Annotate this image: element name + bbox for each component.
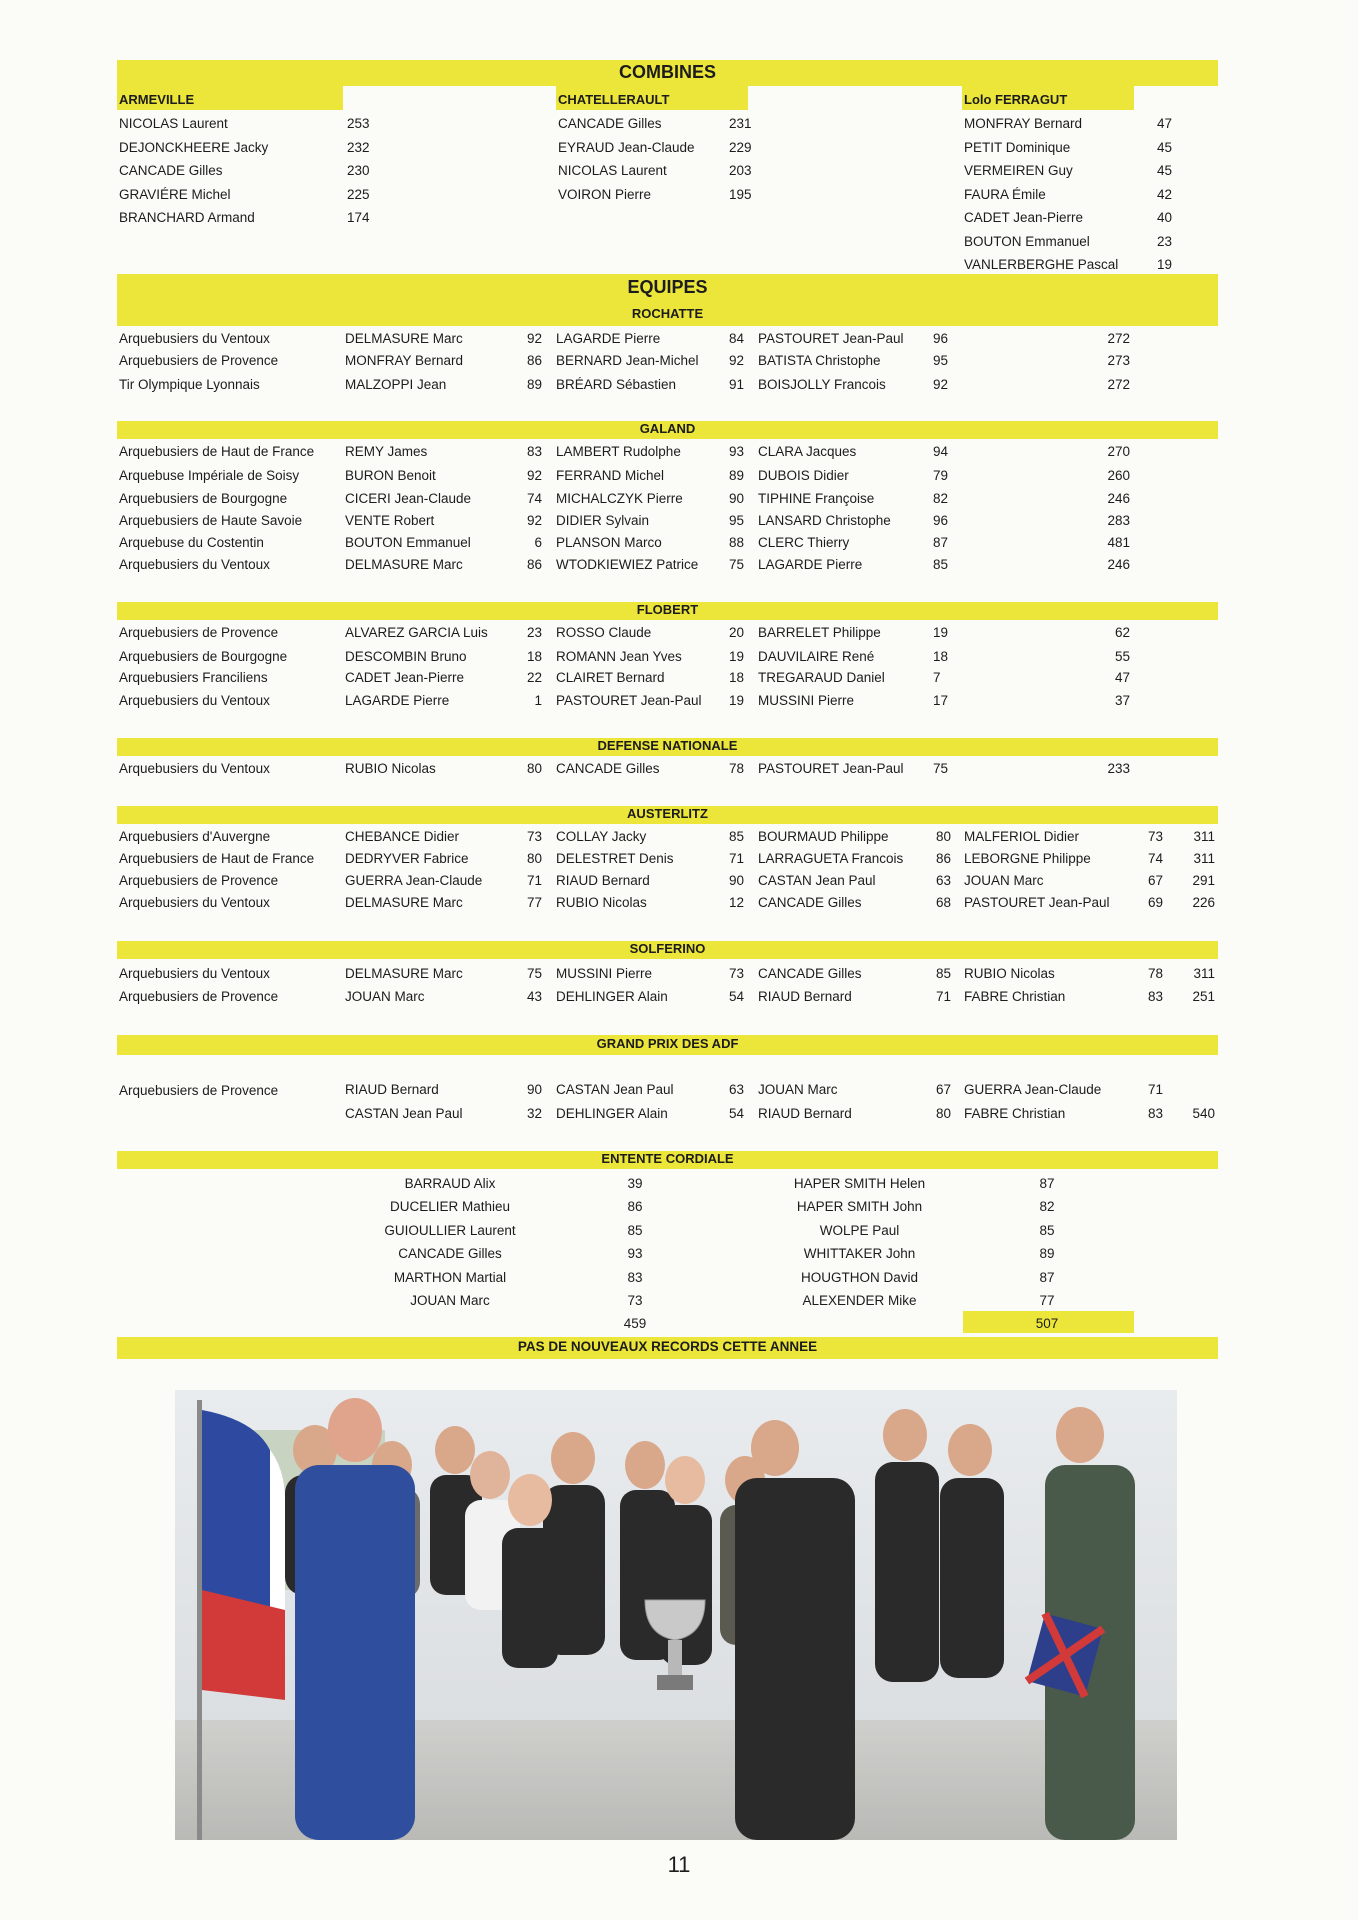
shooter-score: 91 xyxy=(728,377,744,392)
combines-shooter-name: VOIRON Pierre xyxy=(558,186,652,202)
team-total: 37 xyxy=(1114,693,1130,708)
shooter-score: 95 xyxy=(933,353,949,368)
team-total: 246 xyxy=(1107,491,1130,506)
entente-shooter-name: HAPER SMITH John xyxy=(796,1199,923,1215)
shooter-score: 87 xyxy=(933,535,949,550)
shooter-score: 78 xyxy=(1147,966,1163,981)
shooter-name: MUSSINI Pierre xyxy=(758,693,855,708)
shooter-score: 71 xyxy=(1147,1082,1163,1097)
team-total: 246 xyxy=(1107,557,1130,572)
shooter-name: ROSSO Claude xyxy=(556,625,652,640)
shooter-name: MALZOPPI Jean xyxy=(345,377,447,392)
team-total: 273 xyxy=(1107,353,1130,368)
shooter-score: 71 xyxy=(935,989,951,1004)
entente-shooter-name: ALEXENDER Mike xyxy=(802,1293,917,1308)
shooter-score: 75 xyxy=(728,557,744,572)
shooter-score: 1 xyxy=(534,693,542,708)
entente-score: 82 xyxy=(1039,1199,1055,1215)
shooter-score: 92 xyxy=(526,513,542,528)
shooter-score: 77 xyxy=(526,895,542,910)
header-gap xyxy=(1134,86,1218,110)
shooter-name: RIAUD Bernard xyxy=(556,873,650,888)
combines-shooter-name: BRANCHARD Armand xyxy=(119,210,255,225)
team-name: Arquebusiers de Provence xyxy=(119,353,279,368)
combines-score: 40 xyxy=(1156,210,1172,225)
entente-score: 83 xyxy=(627,1269,643,1285)
shooter-score: 85 xyxy=(728,829,744,844)
shooter-name: PASTOURET Jean-Paul xyxy=(758,331,904,346)
team-name: Arquebusiers de Provence xyxy=(119,1083,279,1098)
team-name: Arquebusiers d'Auvergne xyxy=(119,829,271,844)
team-name: Arquebusiers Franciliens xyxy=(119,670,268,685)
shooter-name: PASTOURET Jean-Paul xyxy=(556,693,702,708)
combines-score: 195 xyxy=(729,186,752,202)
shooter-score: 86 xyxy=(526,557,542,572)
shooter-score: 90 xyxy=(728,873,744,888)
team-total: 272 xyxy=(1107,377,1130,392)
team-total: 260 xyxy=(1107,468,1130,483)
entente-score: 85 xyxy=(627,1222,643,1238)
entente-shooter-name: GUIOULLIER Laurent xyxy=(384,1222,516,1238)
shooter-name: MALFERIOL Didier xyxy=(964,829,1080,844)
shooter-score: 80 xyxy=(935,1106,951,1121)
team-name: Arquebusiers du Ventoux xyxy=(119,557,270,572)
combines-score: 174 xyxy=(347,210,370,225)
shooter-name: MUSSINI Pierre xyxy=(556,966,653,981)
shooter-name: BARRELET Philippe xyxy=(758,625,881,640)
combines-score: 23 xyxy=(1156,233,1172,249)
shooter-score: 18 xyxy=(526,649,542,664)
shooter-name: LAGARDE Pierre xyxy=(556,331,661,346)
shooter-score: 78 xyxy=(728,761,744,776)
section-title-rochatte: ROCHATTE xyxy=(631,306,704,321)
entente-score: 39 xyxy=(627,1176,643,1191)
shooter-score: 19 xyxy=(728,649,744,664)
team-name: Arquebusiers du Ventoux xyxy=(119,331,270,346)
shooter-score: 18 xyxy=(728,670,744,685)
records-note: PAS DE NOUVEAUX RECORDS CETTE ANNEE xyxy=(517,1339,818,1354)
shooter-name: LARRAGUETA Francois xyxy=(758,851,904,866)
entente-shooter-name: JOUAN Marc xyxy=(410,1293,490,1308)
team-name: Arquebusiers de Bourgogne xyxy=(119,649,288,664)
team-total: 311 xyxy=(1193,851,1215,866)
entente-score: 93 xyxy=(627,1246,643,1262)
entente-shooter-name: BARRAUD Alix xyxy=(404,1176,496,1191)
combines-score: 253 xyxy=(347,116,370,131)
shooter-score: 82 xyxy=(933,491,949,506)
combines-shooter-name: NICOLAS Laurent xyxy=(119,116,228,131)
shooter-score: 74 xyxy=(1147,851,1163,866)
combines-score: 225 xyxy=(347,186,370,202)
combines-shooter-name: EYRAUD Jean-Claude xyxy=(558,139,695,155)
combines-score: 42 xyxy=(1156,186,1172,202)
shooter-name: RUBIO Nicolas xyxy=(345,761,436,776)
shooter-name: GUERRA Jean-Claude xyxy=(964,1082,1102,1097)
section-title-galand: GALAND xyxy=(639,421,696,436)
shooter-name: CHEBANCE Didier xyxy=(345,829,460,844)
team-name: Arquebuse du Costentin xyxy=(119,535,264,550)
section-title-grandprix: GRAND PRIX DES ADF xyxy=(596,1036,739,1051)
shooter-score: 86 xyxy=(526,353,542,368)
shooter-name: JOUAN Marc xyxy=(964,873,1044,888)
team-total: 270 xyxy=(1107,444,1130,459)
shooter-name: LAMBERT Rudolphe xyxy=(556,444,681,459)
shooter-name: ALVAREZ GARCIA Luis xyxy=(345,625,488,640)
shooter-score: 86 xyxy=(935,851,951,866)
combines-shooter-name: CANCADE Gilles xyxy=(558,116,662,131)
shooter-name: LANSARD Christophe xyxy=(758,513,891,528)
shooter-score: 18 xyxy=(933,649,949,664)
shooter-name: LAGARDE Pierre xyxy=(345,693,450,708)
shooter-score: 85 xyxy=(935,966,951,981)
team-name: Arquebusiers de Bourgogne xyxy=(119,491,288,506)
shooter-name: TIPHINE Françoise xyxy=(758,491,875,506)
shooter-score: 20 xyxy=(728,625,744,640)
shooter-name: CANCADE Gilles xyxy=(758,966,862,981)
combines-shooter-name: NICOLAS Laurent xyxy=(558,163,667,178)
shooter-score: 94 xyxy=(933,444,949,459)
entente-shooter-name: WOLPE Paul xyxy=(819,1222,900,1238)
combines-score: 45 xyxy=(1156,163,1172,178)
shooter-score: 63 xyxy=(935,873,951,888)
shooter-score: 54 xyxy=(728,1106,744,1121)
team-name: Arquebusiers de Provence xyxy=(119,873,279,888)
shooter-score: 90 xyxy=(526,1082,542,1097)
entente-score: 87 xyxy=(1039,1176,1055,1191)
shooter-score: 80 xyxy=(526,851,542,866)
shooter-score: 83 xyxy=(1147,1106,1163,1121)
shooter-name: WTODKIEWIEZ Patrice xyxy=(556,557,699,572)
combines-score: 232 xyxy=(347,139,370,155)
team-total: 481 xyxy=(1107,535,1130,550)
shooter-name: FERRAND Michel xyxy=(556,468,665,483)
shooter-name: PASTOURET Jean-Paul xyxy=(758,761,904,776)
shooter-name: CASTAN Jean Paul xyxy=(556,1082,674,1097)
shooter-score: 92 xyxy=(728,353,744,368)
team-total: 540 xyxy=(1192,1106,1215,1121)
team-name: Arquebusiers du Ventoux xyxy=(119,693,270,708)
team-total: 311 xyxy=(1193,966,1215,981)
team-total: 62 xyxy=(1114,625,1130,640)
shooter-score: 85 xyxy=(933,557,949,572)
team-photo-illustration xyxy=(175,1390,1177,1840)
combines-score: 229 xyxy=(729,139,752,155)
shooter-score: 43 xyxy=(526,989,542,1004)
shooter-name: BOUTON Emmanuel xyxy=(345,535,471,550)
shooter-score: 19 xyxy=(933,625,949,640)
combines-shooter-name: MONFRAY Bernard xyxy=(964,116,1083,131)
entente-total: 459 xyxy=(623,1316,647,1331)
shooter-name: PLANSON Marco xyxy=(556,535,662,550)
shooter-name: BURON Benoit xyxy=(345,468,436,483)
team-name: Arquebusiers du Ventoux xyxy=(119,761,270,776)
shooter-score: 12 xyxy=(728,895,744,910)
combines-score: 230 xyxy=(347,163,370,178)
shooter-score: 67 xyxy=(1147,873,1163,888)
shooter-name: DELESTRET Denis xyxy=(556,851,674,866)
team-total: 226 xyxy=(1192,895,1215,910)
shooter-score: 71 xyxy=(526,873,542,888)
shooter-score: 71 xyxy=(728,851,744,866)
shooter-score: 92 xyxy=(526,331,542,346)
shooter-name: JOUAN Marc xyxy=(345,989,425,1004)
combines-shooter-name: DEJONCKHEERE Jacky xyxy=(119,139,269,155)
team-name: Arquebusiers de Provence xyxy=(119,625,279,640)
shooter-name: RIAUD Bernard xyxy=(758,989,852,1004)
shooter-score: 80 xyxy=(526,761,542,776)
shooter-score: 73 xyxy=(728,966,744,981)
combines-shooter-name: CANCADE Gilles xyxy=(119,163,223,178)
entente-score: 89 xyxy=(1039,1246,1055,1262)
shooter-score: 23 xyxy=(526,625,542,640)
section-title-solferino: SOLFERINO xyxy=(629,941,706,956)
section-title-austerlitz: AUSTERLITZ xyxy=(627,806,708,821)
shooter-score: 93 xyxy=(728,444,744,459)
team-name: Arquebusiers de Provence xyxy=(119,989,279,1004)
combines-shooter-name: VERMEIREN Guy xyxy=(964,163,1073,178)
shooter-name: CLERC Thierry xyxy=(758,535,850,550)
shooter-score: 92 xyxy=(526,468,542,483)
entente-score: 77 xyxy=(1039,1293,1055,1308)
shooter-name: DEHLINGER Alain xyxy=(556,989,668,1004)
team-total: 311 xyxy=(1193,829,1215,844)
shooter-score: 88 xyxy=(728,535,744,550)
combines-col-header: CHATELLERAULT xyxy=(558,92,670,107)
shooter-name: TREGARAUD Daniel xyxy=(758,670,885,685)
combines-score: 47 xyxy=(1156,116,1172,131)
shooter-score: 73 xyxy=(526,829,542,844)
team-total: 55 xyxy=(1114,649,1130,664)
shooter-name: BOISJOLLY Francois xyxy=(758,377,886,392)
shooter-name: ROMANN Jean Yves xyxy=(556,649,682,664)
entente-shooter-name: HOUGTHON David xyxy=(800,1269,918,1285)
team-total: 233 xyxy=(1107,761,1130,776)
shooter-name: RUBIO Nicolas xyxy=(556,895,647,910)
combines-title: COMBINES xyxy=(618,62,716,82)
shooter-name: MICHALCZYK Pierre xyxy=(556,491,683,506)
shooter-score: 19 xyxy=(728,693,744,708)
shooter-name: DELMASURE Marc xyxy=(345,966,463,981)
shooter-name: VENTE Robert xyxy=(345,513,435,528)
combines-score: 203 xyxy=(729,163,752,178)
shooter-name: DESCOMBIN Bruno xyxy=(345,649,467,664)
entente-shooter-name: HAPER SMITH Helen xyxy=(793,1176,926,1191)
combines-shooter-name: CADET Jean-Pierre xyxy=(964,210,1084,225)
combines-score: 231 xyxy=(729,116,752,131)
entente-shooter-name: DUCELIER Mathieu xyxy=(389,1199,511,1215)
header-gap xyxy=(343,86,556,110)
team-total: 47 xyxy=(1114,670,1130,685)
combines-col-header: ARMEVILLE xyxy=(119,92,195,107)
entente-score: 85 xyxy=(1039,1222,1055,1238)
header-gap xyxy=(748,86,962,110)
team-name: Tir Olympique Lyonnais xyxy=(119,377,260,392)
shooter-score: 80 xyxy=(935,829,951,844)
shooter-score: 32 xyxy=(526,1106,542,1121)
shooter-name: FABRE Christian xyxy=(964,989,1066,1004)
shooter-name: DAUVILAIRE René xyxy=(758,649,875,664)
entente-shooter-name: WHITTAKER John xyxy=(803,1246,916,1262)
shooter-name: BOURMAUD Philippe xyxy=(758,829,889,844)
shooter-name: BATISTA Christophe xyxy=(758,353,881,368)
shooter-name: CLAIRET Bernard xyxy=(556,670,665,685)
shooter-name: GUERRA Jean-Claude xyxy=(345,873,483,888)
shooter-score: 67 xyxy=(935,1082,951,1097)
shooter-score: 75 xyxy=(933,761,949,776)
team-name: Arquebusiers du Ventoux xyxy=(119,966,270,981)
shooter-score: 96 xyxy=(933,331,949,346)
shooter-score: 89 xyxy=(728,468,744,483)
combines-score: 19 xyxy=(1156,257,1172,272)
shooter-name: CASTAN Jean Paul xyxy=(758,873,876,888)
team-total: 272 xyxy=(1107,331,1130,346)
combines-shooter-name: VANLERBERGHE Pascal xyxy=(964,257,1119,272)
shooter-name: CASTAN Jean Paul xyxy=(345,1106,463,1121)
shooter-score: 69 xyxy=(1147,895,1163,910)
shooter-score: 84 xyxy=(728,331,744,346)
shooter-name: CANCADE Gilles xyxy=(556,761,660,776)
shooter-score: 96 xyxy=(933,513,949,528)
section-title-entente: ENTENTE CORDIALE xyxy=(601,1151,734,1166)
entente-score: 73 xyxy=(627,1293,643,1308)
combines-shooter-name: BOUTON Emmanuel xyxy=(964,233,1090,249)
entente-shooter-name: MARTHON Martial xyxy=(393,1269,507,1285)
section-title-flobert: FLOBERT xyxy=(636,602,699,617)
combines-shooter-name: FAURA Émile xyxy=(964,186,1046,202)
shooter-name: RIAUD Bernard xyxy=(345,1082,439,1097)
shooter-name: CICERI Jean-Claude xyxy=(345,491,472,506)
shooter-name: LAGARDE Pierre xyxy=(758,557,863,572)
team-name: Arquebusiers de Haut de France xyxy=(119,444,315,459)
shooter-score: 6 xyxy=(534,535,542,550)
entente-shooter-name: CANCADE Gilles xyxy=(398,1246,502,1262)
entente-total: 507 xyxy=(1035,1316,1059,1331)
shooter-score: 17 xyxy=(933,693,949,708)
team-total: 283 xyxy=(1107,513,1130,528)
shooter-name: RIAUD Bernard xyxy=(758,1106,852,1121)
shooter-score: 90 xyxy=(728,491,744,506)
shooter-score: 92 xyxy=(933,377,949,392)
shooter-name: BRÉARD Sébastien xyxy=(556,377,677,392)
section-title-defense: DEFENSE NATIONALE xyxy=(597,738,738,753)
shooter-name: JOUAN Marc xyxy=(758,1082,838,1097)
shooter-score: 75 xyxy=(526,966,542,981)
entente-score: 86 xyxy=(627,1199,643,1215)
shooter-score: 54 xyxy=(728,989,744,1004)
combines-shooter-name: PETIT Dominique xyxy=(964,139,1071,155)
shooter-name: DELMASURE Marc xyxy=(345,895,463,910)
shooter-score: 95 xyxy=(728,513,744,528)
shooter-name: REMY James xyxy=(345,444,428,459)
shooter-score: 73 xyxy=(1147,829,1163,844)
shooter-name: DEHLINGER Alain xyxy=(556,1106,668,1121)
combines-shooter-name: GRAVIÉRE Michel xyxy=(119,186,231,202)
entente-score: 87 xyxy=(1039,1269,1055,1285)
shooter-name: COLLAY Jacky xyxy=(556,829,647,844)
shooter-name: CADET Jean-Pierre xyxy=(345,670,465,685)
shooter-score: 79 xyxy=(933,468,949,483)
shooter-name: LEBORGNE Philippe xyxy=(964,851,1091,866)
shooter-name: DEDRYVER Fabrice xyxy=(345,851,469,866)
shooter-name: RUBIO Nicolas xyxy=(964,966,1055,981)
team-total: 291 xyxy=(1192,873,1215,888)
shooter-score: 74 xyxy=(526,491,542,506)
shooter-score: 63 xyxy=(728,1082,744,1097)
shooter-name: DUBOIS Didier xyxy=(758,468,849,483)
equipes-title: EQUIPES xyxy=(627,277,708,297)
team-photo xyxy=(175,1390,1177,1840)
team-total: 251 xyxy=(1192,989,1215,1004)
shooter-name: CLARA Jacques xyxy=(758,444,857,459)
shooter-name: PASTOURET Jean-Paul xyxy=(964,895,1110,910)
shooter-name: BERNARD Jean-Michel xyxy=(556,353,699,368)
shooter-score: 7 xyxy=(933,670,941,685)
shooter-name: DELMASURE Marc xyxy=(345,331,463,346)
team-name: Arquebusiers de Haute Savoie xyxy=(119,513,303,528)
shooter-name: DIDIER Sylvain xyxy=(556,513,650,528)
shooter-name: DELMASURE Marc xyxy=(345,557,463,572)
combines-col-header: Lolo FERRAGUT xyxy=(964,92,1068,107)
team-name: Arquebuse Impériale de Soisy xyxy=(119,468,300,483)
combines-score: 45 xyxy=(1156,139,1172,155)
team-name: Arquebusiers du Ventoux xyxy=(119,895,270,910)
shooter-score: 68 xyxy=(935,895,951,910)
page-number: 11 xyxy=(667,1852,691,1877)
shooter-score: 83 xyxy=(526,444,542,459)
shooter-name: CANCADE Gilles xyxy=(758,895,862,910)
team-name: Arquebusiers de Haut de France xyxy=(119,851,315,866)
shooter-score: 22 xyxy=(526,670,542,685)
shooter-score: 83 xyxy=(1147,989,1163,1004)
shooter-name: FABRE Christian xyxy=(964,1106,1066,1121)
shooter-score: 89 xyxy=(526,377,542,392)
shooter-name: MONFRAY Bernard xyxy=(345,353,464,368)
